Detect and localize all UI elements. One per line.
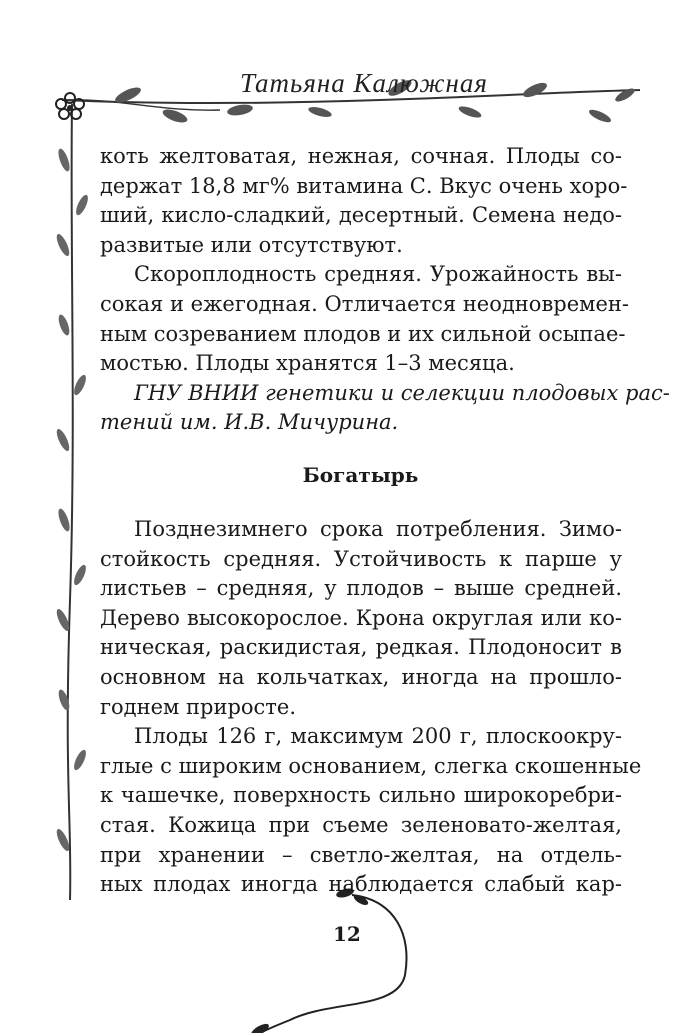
text-line: ший, кисло-сладкий, десертный. Семена недо- bbox=[100, 203, 622, 228]
text-line: держат 18,8 мг% витамина С. Вкус очень хоро- bbox=[100, 173, 628, 198]
origin-line: тений им. И.В. Мичурина. bbox=[100, 410, 399, 435]
text-line: сокая и ежегодная. Отличается неодновремен- bbox=[100, 291, 629, 316]
page-number: 12 bbox=[333, 922, 361, 946]
running-header-author: Татьяна Калюжная bbox=[240, 68, 488, 98]
text-line: коть желтоватая, нежная, сочная. Плоды со- bbox=[100, 144, 622, 168]
text-line: Плоды 126 г, максимум 200 г, плоскоокру- bbox=[134, 724, 622, 749]
text-line: ным созреванием плодов и их сильной осыпае- bbox=[100, 321, 626, 346]
text-line: развитые или отсутствуют. bbox=[100, 232, 403, 257]
text-line: основном на кольчатках, иногда на прошло- bbox=[100, 664, 622, 689]
text-line: глые с широким основанием, слегка скошенные bbox=[100, 753, 642, 778]
text-line: стойкость средняя. Устойчивость к парше у bbox=[100, 546, 622, 571]
text-line: Позднезимнего срока потребления. Зимо- bbox=[134, 517, 622, 541]
text-line: годнем приросте. bbox=[100, 694, 297, 719]
text-line: стая. Кожица при съеме зеленовато-желтая, bbox=[100, 812, 622, 837]
paragraph-block-2 bbox=[100, 515, 642, 900]
text-line: Скороплодность средняя. Урожайность вы- bbox=[134, 262, 622, 287]
variety-heading: Богатырь bbox=[302, 463, 419, 487]
text-line: к чашечке, поверхность сильно широкоребри- bbox=[100, 783, 622, 808]
text-line: мостью. Плоды хранятся 1–3 месяца. bbox=[100, 351, 515, 376]
text-line: Дерево высокорослое. Крона округлая или ко- bbox=[100, 605, 622, 630]
paragraph-block-1 bbox=[100, 142, 670, 438]
text-line: ническая, раскидистая, редкая. Плодоносит в bbox=[100, 635, 622, 660]
text-line: листьев – средняя, у плодов – выше средней. bbox=[100, 576, 622, 601]
text-line: ных плодах иногда наблюдается слабый кар- bbox=[100, 872, 622, 897]
text-line: при хранении – светло-желтая, на отдель- bbox=[100, 842, 622, 867]
flower-ornament-icon bbox=[56, 93, 84, 119]
origin-line: ГНУ ВНИИ генетики и селекции плодовых рас- bbox=[134, 380, 670, 405]
